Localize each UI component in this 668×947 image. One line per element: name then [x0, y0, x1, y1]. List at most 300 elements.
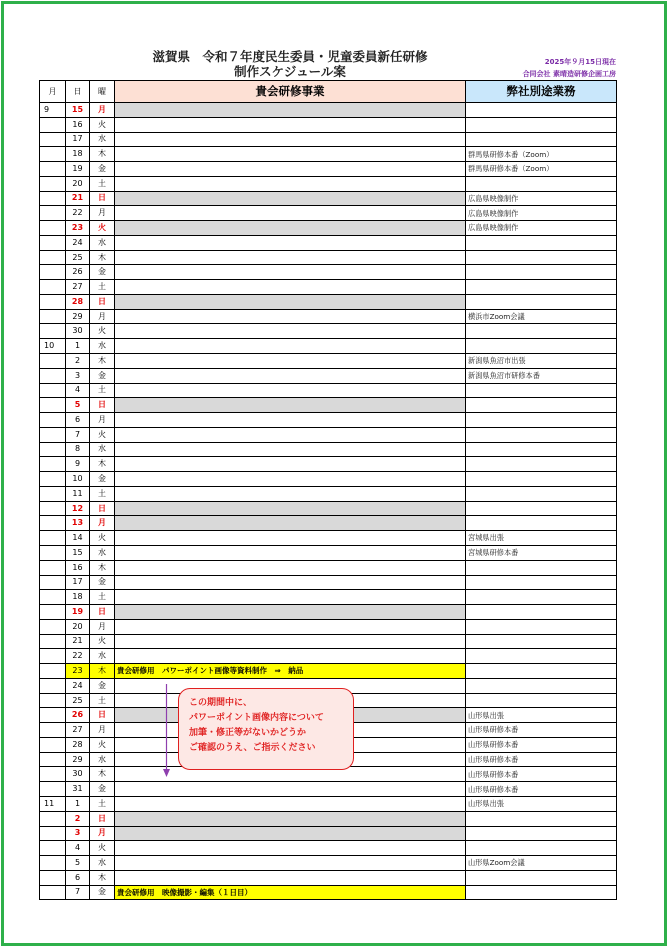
- main-work-cell: [115, 457, 466, 472]
- other-work-cell: [466, 501, 617, 516]
- other-work-cell: [466, 649, 617, 664]
- schedule-row: [40, 280, 617, 295]
- schedule-row: [40, 235, 617, 250]
- schedule-row: [40, 339, 617, 354]
- weekday-cell: 木: [90, 457, 115, 472]
- weekday-cell: 水: [90, 235, 115, 250]
- month-cell: [40, 368, 66, 383]
- day-cell: 5: [66, 856, 90, 871]
- weekday-cell: 土: [90, 280, 115, 295]
- main-work-cell: [115, 782, 466, 797]
- weekday-cell: 土: [90, 693, 115, 708]
- note-line: 加筆・修正等がないかどうか: [189, 728, 307, 738]
- month-cell: [40, 206, 66, 221]
- schedule-row: [40, 649, 617, 664]
- day-cell: 19: [66, 162, 90, 177]
- month-cell: [40, 280, 66, 295]
- month-cell: [40, 427, 66, 442]
- day-cell: 22: [66, 206, 90, 221]
- day-cell: 29: [66, 309, 90, 324]
- main-work-cell: [115, 221, 466, 236]
- month-cell: [40, 398, 66, 413]
- month-cell: [40, 723, 66, 738]
- day-cell: 29: [66, 752, 90, 767]
- schedule-row: [40, 176, 617, 191]
- schedule-row: [40, 560, 617, 575]
- day-cell: 3: [66, 826, 90, 841]
- main-work-cell: [115, 501, 466, 516]
- other-work-cell: [466, 294, 617, 309]
- weekday-cell: 火: [90, 634, 115, 649]
- weekday-cell: 日: [90, 501, 115, 516]
- month-cell: [40, 250, 66, 265]
- schedule-table: [39, 80, 617, 900]
- day-cell: 18: [66, 147, 90, 162]
- month-cell: [40, 708, 66, 723]
- document-title: 滋賀県 令和７年度民生委員・児童委員新任研修: [152, 49, 428, 64]
- schedule-row: [40, 826, 617, 841]
- month-cell: [40, 737, 66, 752]
- weekday-cell: 金: [90, 368, 115, 383]
- month-cell: [40, 619, 66, 634]
- schedule-row: [40, 265, 617, 280]
- main-work-cell: [115, 339, 466, 354]
- weekday-cell: 水: [90, 752, 115, 767]
- weekday-cell: 土: [90, 486, 115, 501]
- other-work-cell: [466, 841, 617, 856]
- day-cell: 23: [66, 221, 90, 236]
- main-work-cell: [115, 132, 466, 147]
- other-work-cell: [466, 132, 617, 147]
- month-cell: 11: [40, 796, 66, 811]
- weekday-cell: 日: [90, 605, 115, 620]
- main-work-cell: [115, 265, 466, 280]
- main-work-cell: [115, 309, 466, 324]
- month-cell: [40, 472, 66, 487]
- schedule-row: [40, 605, 617, 620]
- weekday-cell: 金: [90, 265, 115, 280]
- day-cell: 15: [66, 545, 90, 560]
- main-work-cell: [115, 280, 466, 295]
- schedule-row: [40, 162, 617, 177]
- schedule-row: [40, 294, 617, 309]
- document-subtitle: 制作スケジュール案: [234, 64, 346, 79]
- day-cell: 18: [66, 590, 90, 605]
- day-cell: 24: [66, 235, 90, 250]
- main-work-cell: [115, 649, 466, 664]
- main-work-cell: [115, 413, 466, 428]
- weekday-cell: 木: [90, 560, 115, 575]
- month-cell: [40, 309, 66, 324]
- weekday-cell: 火: [90, 531, 115, 546]
- weekday-cell: 土: [90, 590, 115, 605]
- main-work-cell: [115, 605, 466, 620]
- main-work-cell: [115, 176, 466, 191]
- other-work-cell: [466, 457, 617, 472]
- other-work-cell: [466, 117, 617, 132]
- main-work-cell: [115, 841, 466, 856]
- weekday-cell: 水: [90, 339, 115, 354]
- day-cell: 1: [66, 339, 90, 354]
- schedule-row: [40, 206, 617, 221]
- other-work-cell: [466, 383, 617, 398]
- other-work-cell: [466, 176, 617, 191]
- schedule-row: [40, 841, 617, 856]
- day-cell: 10: [66, 472, 90, 487]
- other-work-cell: [466, 634, 617, 649]
- other-work-cell: 広島県映像制作: [466, 191, 617, 206]
- other-work-cell: [466, 265, 617, 280]
- main-work-cell: [115, 619, 466, 634]
- month-cell: [40, 176, 66, 191]
- day-cell: 2: [66, 811, 90, 826]
- month-cell: [40, 486, 66, 501]
- other-work-cell: [466, 678, 617, 693]
- weekday-cell: 金: [90, 678, 115, 693]
- schedule-row: [40, 486, 617, 501]
- note-line: パワーポイント画像内容について: [189, 713, 324, 723]
- other-work-cell: 群馬県研修本番（Zoom）: [466, 147, 617, 162]
- main-work-cell: [115, 368, 466, 383]
- month-cell: [40, 856, 66, 871]
- weekday-cell: 月: [90, 413, 115, 428]
- month-cell: [40, 117, 66, 132]
- weekday-cell: 木: [90, 354, 115, 369]
- other-work-cell: [466, 605, 617, 620]
- other-work-cell: 山形県出張: [466, 796, 617, 811]
- schedule-row: [40, 309, 617, 324]
- other-work-cell: 山形県研修本番: [466, 723, 617, 738]
- main-work-cell: [115, 826, 466, 841]
- weekday-cell: 月: [90, 723, 115, 738]
- schedule-row: [40, 413, 617, 428]
- other-work-cell: 山形県研修本番: [466, 737, 617, 752]
- day-cell: 7: [66, 885, 90, 900]
- month-cell: [40, 221, 66, 236]
- day-cell: 21: [66, 191, 90, 206]
- day-cell: 6: [66, 870, 90, 885]
- month-cell: [40, 265, 66, 280]
- weekday-cell: 土: [90, 383, 115, 398]
- month-cell: [40, 575, 66, 590]
- schedule-row: [40, 575, 617, 590]
- main-work-cell: [115, 324, 466, 339]
- weekday-cell: 金: [90, 782, 115, 797]
- day-cell: 19: [66, 605, 90, 620]
- schedule-row: [40, 368, 617, 383]
- schedule-row: [40, 221, 617, 236]
- weekday-cell: 金: [90, 162, 115, 177]
- schedule-row: [40, 191, 617, 206]
- schedule-row: [40, 442, 617, 457]
- schedule-row: [40, 811, 617, 826]
- schedule-row: [40, 457, 617, 472]
- day-cell: 5: [66, 398, 90, 413]
- day-cell: 25: [66, 693, 90, 708]
- schedule-row: [40, 117, 617, 132]
- month-cell: [40, 235, 66, 250]
- main-work-cell: [115, 472, 466, 487]
- main-work-cell: [115, 250, 466, 265]
- other-work-cell: 山形県研修本番: [466, 782, 617, 797]
- month-header: 月: [40, 81, 66, 103]
- schedule-row: [40, 250, 617, 265]
- main-work-cell: 貴会研修用 パワーポイント画像等資料制作 ⇒ 納品: [115, 664, 466, 679]
- weekday-cell: 水: [90, 442, 115, 457]
- month-cell: [40, 191, 66, 206]
- schedule-row: [40, 132, 617, 147]
- schedule-row: [40, 796, 617, 811]
- main-work-cell: [115, 870, 466, 885]
- day-cell: 22: [66, 649, 90, 664]
- day-cell: 21: [66, 634, 90, 649]
- other-work-cell: [466, 560, 617, 575]
- other-work-cell: 山形県出張: [466, 708, 617, 723]
- schedule-row: [40, 472, 617, 487]
- month-cell: [40, 841, 66, 856]
- company-name: 合同会社 素晴造研修企画工房: [522, 70, 616, 78]
- weekday-cell: 月: [90, 206, 115, 221]
- weekday-cell: 金: [90, 575, 115, 590]
- month-cell: [40, 664, 66, 679]
- month-cell: [40, 324, 66, 339]
- day-cell: 27: [66, 723, 90, 738]
- weekday-cell: 火: [90, 117, 115, 132]
- main-work-cell: [115, 383, 466, 398]
- day-cell: 14: [66, 531, 90, 546]
- main-work-cell: [115, 811, 466, 826]
- other-work-cell: 新潟県魚沼市出張: [466, 354, 617, 369]
- other-work-cell: [466, 280, 617, 295]
- other-work-cell: 山形県研修本番: [466, 752, 617, 767]
- day-cell: 27: [66, 280, 90, 295]
- month-cell: [40, 811, 66, 826]
- weekday-cell: 日: [90, 191, 115, 206]
- main-work-cell: [115, 590, 466, 605]
- schedule-row: [40, 427, 617, 442]
- other-work-header: 弊社別途業務: [466, 81, 617, 103]
- main-work-cell: [115, 856, 466, 871]
- day-cell: 11: [66, 486, 90, 501]
- as-of-date: 2025年９月15日現在: [544, 58, 616, 66]
- day-cell: 15: [66, 103, 90, 118]
- schedule-row: [40, 885, 617, 900]
- month-cell: [40, 162, 66, 177]
- day-cell: 16: [66, 117, 90, 132]
- main-work-cell: [115, 545, 466, 560]
- main-work-cell: 貴会研修用 映像撮影・編集（１日目）: [115, 885, 466, 900]
- other-work-cell: 新潟県魚沼市研修本番: [466, 368, 617, 383]
- weekday-cell: 木: [90, 250, 115, 265]
- main-work-cell: [115, 634, 466, 649]
- schedule-row: [40, 856, 617, 871]
- day-cell: 8: [66, 442, 90, 457]
- other-work-cell: [466, 472, 617, 487]
- day-cell: 12: [66, 501, 90, 516]
- schedule-row: [40, 782, 617, 797]
- day-cell: 28: [66, 737, 90, 752]
- schedule-row: [40, 516, 617, 531]
- other-work-cell: [466, 235, 617, 250]
- schedule-row: [40, 103, 617, 118]
- schedule-row: [40, 619, 617, 634]
- other-work-cell: 広島県映像制作: [466, 206, 617, 221]
- month-cell: [40, 531, 66, 546]
- other-work-cell: [466, 250, 617, 265]
- schedule-row: [40, 147, 617, 162]
- weekday-cell: 火: [90, 221, 115, 236]
- other-work-cell: [466, 324, 617, 339]
- other-work-cell: [466, 339, 617, 354]
- weekday-cell: 木: [90, 767, 115, 782]
- month-cell: [40, 678, 66, 693]
- schedule-row: [40, 634, 617, 649]
- main-work-cell: [115, 575, 466, 590]
- schedule-row: [40, 664, 617, 679]
- other-work-cell: [466, 103, 617, 118]
- other-work-cell: 横浜市Zoom会議: [466, 309, 617, 324]
- weekday-cell: 日: [90, 398, 115, 413]
- month-cell: [40, 383, 66, 398]
- main-work-cell: [115, 486, 466, 501]
- weekday-cell: 月: [90, 309, 115, 324]
- other-work-cell: [466, 590, 617, 605]
- other-work-cell: 山形県Zoom会議: [466, 856, 617, 871]
- schedule-row: [40, 501, 617, 516]
- main-work-cell: [115, 427, 466, 442]
- other-work-cell: 広島県映像制作: [466, 221, 617, 236]
- month-cell: [40, 501, 66, 516]
- main-work-cell: [115, 531, 466, 546]
- other-work-cell: [466, 442, 617, 457]
- month-cell: [40, 560, 66, 575]
- day-cell: 31: [66, 782, 90, 797]
- month-cell: [40, 147, 66, 162]
- other-work-cell: [466, 826, 617, 841]
- weekday-cell: 水: [90, 132, 115, 147]
- main-work-cell: [115, 442, 466, 457]
- weekday-cell: 土: [90, 176, 115, 191]
- weekday-cell: 土: [90, 796, 115, 811]
- note-line: この期間中に、: [189, 698, 253, 708]
- main-work-cell: [115, 117, 466, 132]
- weekday-cell: 火: [90, 841, 115, 856]
- month-cell: [40, 457, 66, 472]
- weekday-cell: 水: [90, 856, 115, 871]
- weekday-cell: 火: [90, 427, 115, 442]
- month-cell: [40, 354, 66, 369]
- schedule-row: [40, 354, 617, 369]
- weekday-cell: 月: [90, 103, 115, 118]
- main-work-cell: [115, 103, 466, 118]
- other-work-cell: [466, 693, 617, 708]
- other-work-cell: [466, 664, 617, 679]
- other-work-cell: [466, 885, 617, 900]
- weekday-cell: 日: [90, 708, 115, 723]
- day-cell: 3: [66, 368, 90, 383]
- month-cell: 9: [40, 103, 66, 118]
- schedule-row: [40, 870, 617, 885]
- month-cell: [40, 605, 66, 620]
- month-cell: [40, 767, 66, 782]
- day-cell: 9: [66, 457, 90, 472]
- schedule-row: [40, 324, 617, 339]
- day-cell: 24: [66, 678, 90, 693]
- month-cell: [40, 826, 66, 841]
- weekday-cell: 金: [90, 472, 115, 487]
- month-cell: [40, 634, 66, 649]
- schedule-body: [40, 103, 617, 900]
- schedule-row: [40, 590, 617, 605]
- other-work-cell: 山形県研修本番: [466, 767, 617, 782]
- weekday-cell: 水: [90, 545, 115, 560]
- month-cell: 10: [40, 339, 66, 354]
- day-cell: 30: [66, 324, 90, 339]
- main-work-cell: [115, 206, 466, 221]
- weekday-cell: 木: [90, 147, 115, 162]
- day-cell: 20: [66, 619, 90, 634]
- weekday-cell: 金: [90, 885, 115, 900]
- month-cell: [40, 294, 66, 309]
- weekday-cell: 月: [90, 619, 115, 634]
- day-cell: 4: [66, 383, 90, 398]
- note-line: ご確認のうえ、ご指示ください: [189, 743, 316, 753]
- day-cell: 4: [66, 841, 90, 856]
- schedule-row: [40, 531, 617, 546]
- main-work-cell: [115, 147, 466, 162]
- main-work-cell: [115, 796, 466, 811]
- review-note-callout: [178, 688, 354, 770]
- other-work-cell: 群馬県研修本番（Zoom）: [466, 162, 617, 177]
- day-cell: 6: [66, 413, 90, 428]
- month-cell: [40, 782, 66, 797]
- other-work-cell: [466, 811, 617, 826]
- day-cell: 17: [66, 575, 90, 590]
- weekday-header: 曜: [90, 81, 115, 103]
- month-cell: [40, 870, 66, 885]
- main-work-cell: [115, 294, 466, 309]
- month-cell: [40, 752, 66, 767]
- header-row: [40, 81, 617, 103]
- main-work-cell: [115, 191, 466, 206]
- day-cell: 7: [66, 427, 90, 442]
- other-work-cell: [466, 619, 617, 634]
- main-work-header: 貴会研修事業: [115, 81, 466, 103]
- day-cell: 16: [66, 560, 90, 575]
- weekday-cell: 火: [90, 324, 115, 339]
- weekday-cell: 木: [90, 664, 115, 679]
- day-cell: 2: [66, 354, 90, 369]
- main-work-cell: [115, 516, 466, 531]
- weekday-cell: 木: [90, 870, 115, 885]
- main-work-cell: [115, 398, 466, 413]
- weekday-cell: 火: [90, 737, 115, 752]
- month-cell: [40, 442, 66, 457]
- other-work-cell: [466, 398, 617, 413]
- month-cell: [40, 885, 66, 900]
- other-work-cell: 宮城県研修本番: [466, 545, 617, 560]
- day-cell: 26: [66, 708, 90, 723]
- weekday-cell: 日: [90, 294, 115, 309]
- main-work-cell: [115, 560, 466, 575]
- day-header: 日: [66, 81, 90, 103]
- other-work-cell: [466, 486, 617, 501]
- other-work-cell: [466, 427, 617, 442]
- day-cell: 26: [66, 265, 90, 280]
- weekday-cell: 水: [90, 649, 115, 664]
- period-arrow-icon: [163, 684, 170, 778]
- day-cell: 1: [66, 796, 90, 811]
